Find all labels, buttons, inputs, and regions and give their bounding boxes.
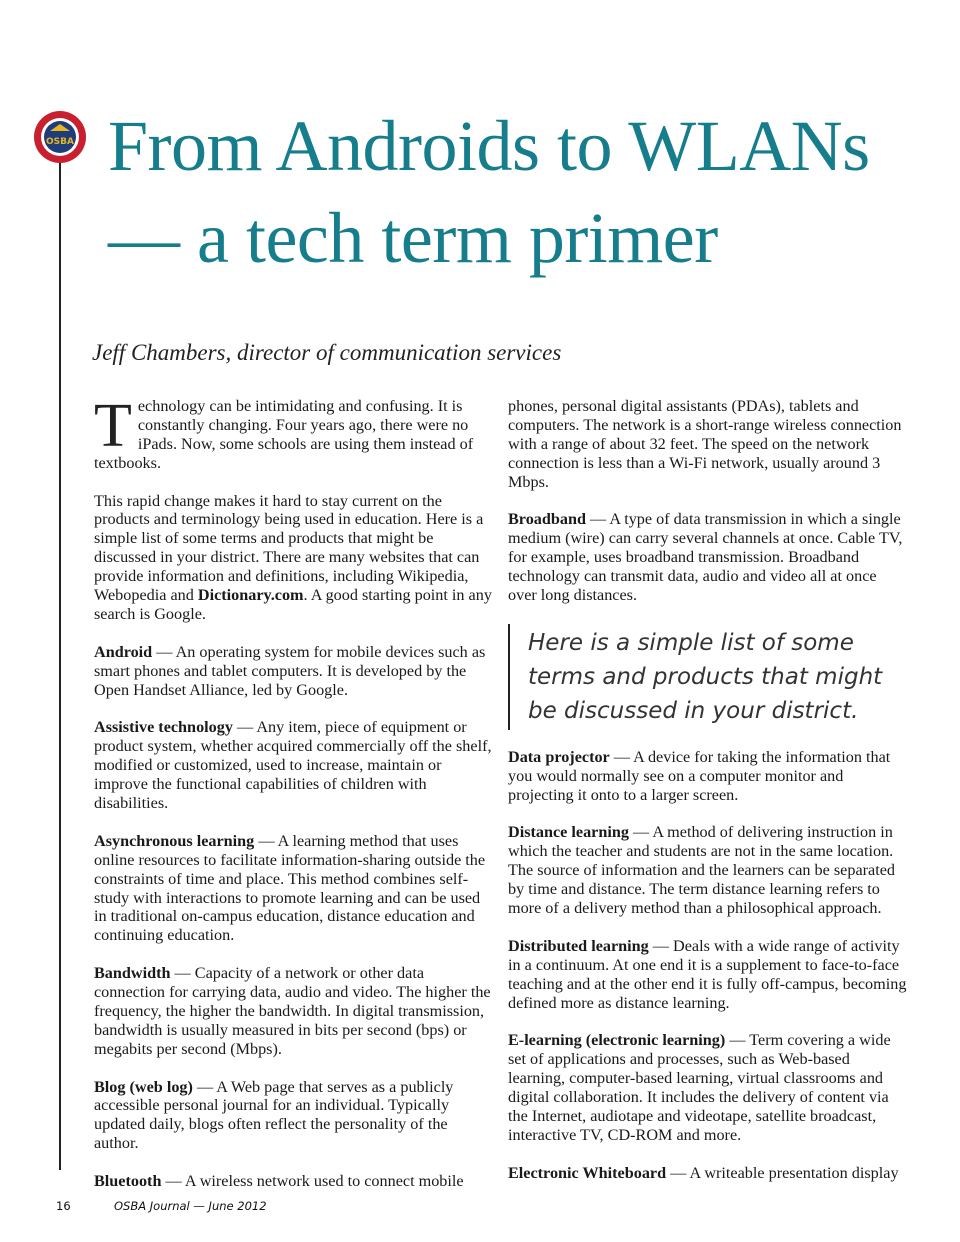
vertical-rule (59, 150, 61, 1170)
term-entry-data-projector: Data projector — A device for taking the information that you would normally see on a computer monitor and projecting it onto to a larger screen. (508, 747, 891, 804)
byline: Jeff Chambers, director of communication services (92, 340, 562, 365)
title-line-1: From Androids to WLANs (108, 106, 870, 186)
term-entry-electronic-whiteboard: Electronic Whiteboard — A writeable presentation display (508, 1163, 899, 1182)
page-number: 16 (56, 1199, 71, 1213)
dictionary-reference: Dictionary.com (197, 586, 304, 605)
page-title (108, 100, 948, 284)
left-column (94, 392, 494, 1210)
term-entry-blog: Blog (web log) — A Web page that serves as a publicly accessible personal journal for an individual. Typically updated daily, blogs often reflect the personality of the author. (94, 1077, 454, 1153)
intro-text: echnology can be intimidating and confusing. It is constantly changing. Four years ago, there were no iPads. Now, some schools are using them instead of textbooks. (94, 397, 474, 472)
right-column (508, 397, 908, 1202)
seal-letters: OSBA (46, 137, 74, 147)
pull-quote: Here is a simple list of some terms and products that might be discussed in your district. (508, 624, 908, 730)
journal-issue: OSBA Journal — June 2012 (114, 1199, 267, 1213)
term-entry-distributed-learning: Distributed learning — Deals with a wide range of activity in a continuum. At one end it is a supplement to face-to-face teaching and at the other end it is fully off-campus, becoming defined more as distance learning. (508, 936, 907, 1012)
osba-seal-logo (33, 110, 87, 164)
term-entry-asynchronous-learning: Asynchronous learning — A learning method that uses online resources to facilitate information-sharing outside the constraints of time and place. This method combines self-study with interactions to promote learning and can be used in traditional on-campus education, distance education and continuing education. (94, 831, 486, 945)
term-entry-broadband: Broadband — A type of data transmission in which a single medium (wire) can carry several channels at once. Cable TV, for example, uses broadband transmission. Broadband technology can transmit data, audio and video all at once over long distances. (508, 510, 903, 605)
term-entry-assistive-technology: Assistive technology — Any item, piece of equipment or product system, whether acquired commercially off the shelf, modified or customized, used to increase, maintain or improve the functional capabilities of children with disabilities. (94, 718, 492, 812)
term-entry-bandwidth: Bandwidth — Capacity of a network or other data connection for carrying data, audio and video. The higher the frequency, the higher the bandwidth. In digital transmission, bandwidth is usually measured in bits per second (bps) or megabits per second (Mbps). (94, 964, 491, 1058)
intro-paragraph (94, 392, 494, 473)
term-entry-e-learning: E-learning (electronic learning) — Term covering a wide set of applications and processes, such as Web-based learning, computer-based learning, virtual classrooms and digital collaboration. It includes the delivery of content via the Internet, audiotape and videotape, satellite broadcast, interactive TV, CD-ROM and more. (508, 1031, 891, 1144)
body-paragraph: This rapid change makes it hard to stay current on the products and terminology being used in education. Here is a simple list of some terms and products that might be discussed in your district. There are many websites that can provide information and definitions, including Wikipedia, Webopedia and Dictionary.com. A good starting point in any search is Google. (94, 491, 492, 623)
title-line-2: — a tech term primer (108, 198, 718, 278)
bluetooth-continuation: phones, personal digital assistants (PDAs), tablets and computers. The network is a short-range wireless connection with a range of about 32 feet. The speed on the network connection is less than a Wi-Fi network, usually around 3 Mbps. (508, 397, 902, 491)
term-entry-bluetooth: Bluetooth — A wireless network used to connect mobile (94, 1172, 464, 1191)
term-entry-android: Android — An operating system for mobile devices such as smart phones and tablet computers. It is developed by the Open Handset Alliance, led by Google. (94, 642, 486, 699)
drop-cap: T (94, 392, 132, 460)
term-entry-distance-learning: Distance learning — A method of delivering instruction in which the teacher and students are not in the same location. The source of information and the learners can be separated by time and distance. The term distance learning refers to more of a delivery method than a philosophical approach. (508, 823, 895, 918)
